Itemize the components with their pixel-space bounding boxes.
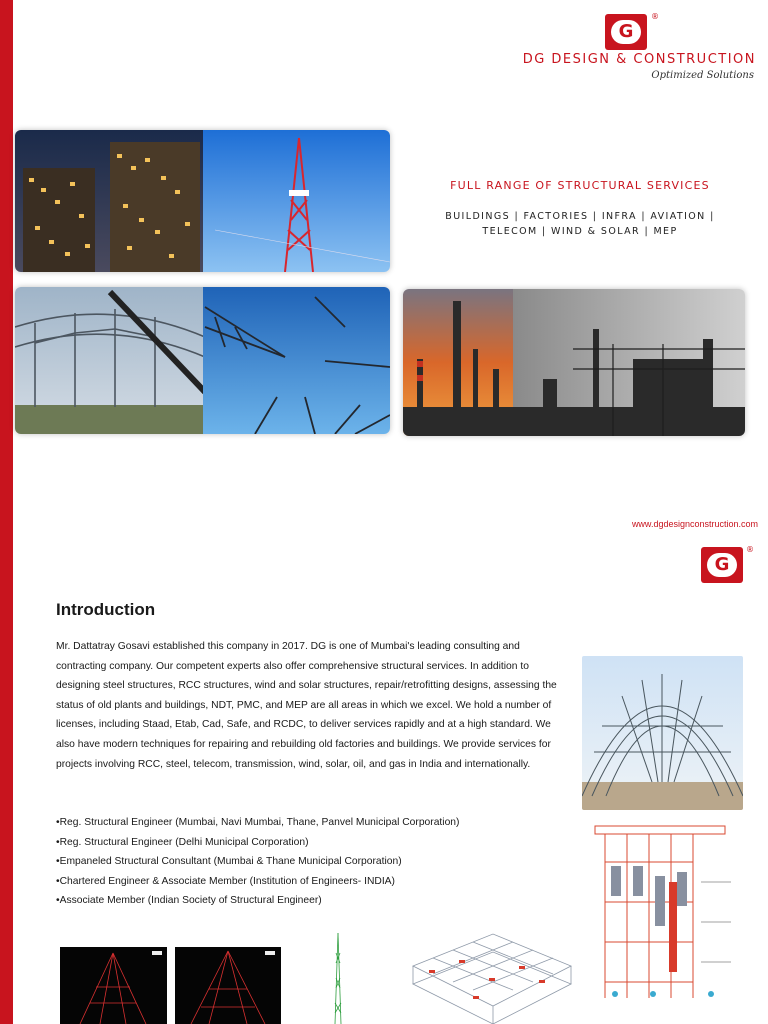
credential-item: •Reg. Structural Engineer (Delhi Municipal Corporation) bbox=[56, 836, 309, 848]
photo-analysis-model-2 bbox=[175, 947, 281, 1024]
photo-industrial-plant bbox=[403, 289, 745, 436]
photo-structural-drawing bbox=[591, 822, 743, 1004]
photo-analysis-model-1 bbox=[60, 947, 167, 1024]
photo-arched-steel-shed bbox=[582, 656, 743, 810]
introduction-paragraph: Mr. Dattatray Gosavi established this company in 2017. DG is one of Mumbai's leading consulting and contracting company. Our competent experts also offer comprehensive structural services. In addition to designing steel structures, RCC structures, wind and solar structures, repair/retrofitting designs, assessing the status of old plants and buildings, NDT, PMC, and MEP are all areas in which we excel. We hold a number of licenses, including Staad, Etab, Cad, Safe, and RCDC, to deliver services rapidly and at a high standard. We also have modern techniques for repairing and rebuilding old factories and buildings. We provide services for projects involving RCC, steel, telecom, transmission, wind, solar, oil, and gas in India and internationally. bbox=[56, 641, 557, 770]
photo-tower-elevation bbox=[328, 933, 348, 1024]
photo-building-frame-model bbox=[403, 926, 575, 1024]
services-list-line-1: BUILDINGS | FACTORIES | INFRA | AVIATION | bbox=[445, 211, 715, 222]
registered-mark: ® bbox=[651, 12, 659, 21]
credential-item: •Reg. Structural Engineer (Mumbai, Navi Mumbai, Thane, Panvel Municipal Corporation) bbox=[56, 817, 460, 828]
website-link[interactable]: www.dgdesignconstruction.com bbox=[631, 519, 758, 529]
credential-item: •Empaneled Structural Consultant (Mumbai & Thane Municipal Corporation) bbox=[56, 856, 402, 868]
company-name: DG DESIGN & CONSTRUCTION bbox=[522, 52, 756, 67]
credential-item: •Chartered Engineer & Associate Member (Institution of Engineers- INDIA) bbox=[56, 875, 395, 887]
introduction-heading: Introduction bbox=[56, 600, 156, 619]
photo-steel-structures bbox=[15, 287, 390, 434]
company-logo: G bbox=[605, 14, 647, 50]
services-list-line-2: TELECOM | WIND & SOLAR | MEP bbox=[482, 226, 678, 237]
left-accent-bar bbox=[0, 0, 13, 1024]
credential-item: •Associate Member (Indian Society of Structural Engineer) bbox=[56, 895, 322, 907]
company-tagline: Optimized Solutions bbox=[651, 70, 754, 81]
company-logo-secondary: G bbox=[701, 547, 743, 583]
credentials-list bbox=[56, 813, 571, 911]
registered-mark-secondary: ® bbox=[746, 545, 754, 554]
photo-towers-telecom bbox=[15, 130, 390, 272]
services-title: FULL RANGE OF STRUCTURAL SERVICES bbox=[450, 179, 710, 192]
